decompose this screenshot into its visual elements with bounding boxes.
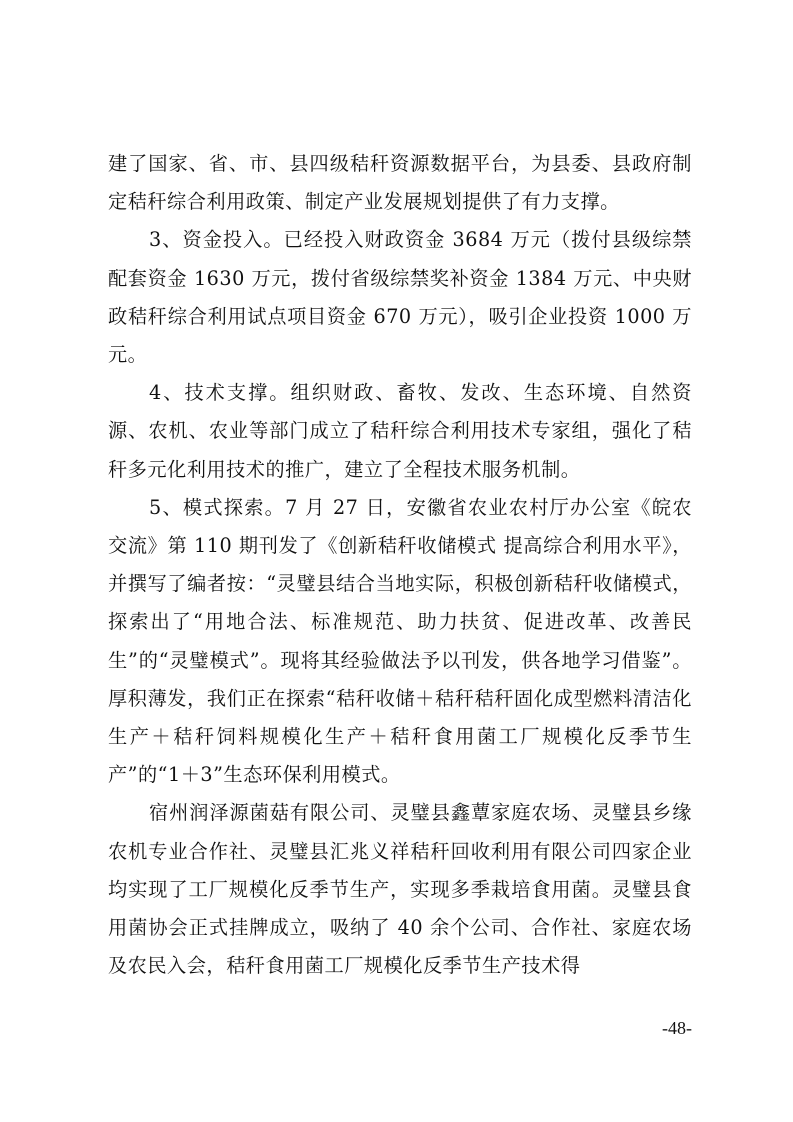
paragraph-continuation: 建了国家、省、市、县四级秸秆资源数据平台，为县委、县政府制定秸秆综合利用政策、制定产业发展规划提供了有力支撑。: [108, 152, 692, 214]
paragraph-enterprises: 宿州润泽源菌菇有限公司、灵璧县鑫蕈家庭农场、灵璧县乡缘农机专业合作社、灵璧县汇兆义祥秸秆回收利用有限公司四家企业均实现了工厂规模化反季节生产，实现多季栽培食用菌。灵璧县食用菌协会正式挂牌成立，吸纳了 40 余个公司、合作社、家庭农场及农民入会，秸秆食用菌工厂规模化反季节生产技术得: [108, 801, 692, 978]
body-text: [108, 145, 692, 985]
paragraph-model-exploration: 5、模式探索。7 月 27 日，安徽省农业农村厅办公室《皖农交流》第 110 期刊发了《创新秸秆收储模式 提高综合利用水平》，并撰写了编者按：“灵璧县结合当地实际，积极创新秸秆收储模式，探索出了“用地合法、标准规范、助力扶贫、促进改革、改善民生”的“灵璧模式”。现将其经验做法予以刊发，供各地学习借鉴”。厚积薄发，我们正在探索“秸秆收储＋秸秆秸秆固化成型燃料清洁化生产＋秸秆饲料规模化生产＋秸秆食用菌工厂规模化反季节生产”的“1＋3”生态环保利用模式。: [108, 495, 692, 787]
page-number: -48-: [662, 1018, 692, 1038]
paragraph-funding: 3、资金投入。已经投入财政资金 3684 万元（拨付县级综禁配套资金 1630 万元，拨付省级综禁奖补资金 1384 万元、中央财政秸秆综合利用试点项目资金 670 万元），吸引企业投资 1000 万元。: [108, 228, 692, 367]
paragraph-technical-support: 4、技术支撑。组织财政、畜牧、发改、生态环境、自然资源、农机、农业等部门成立了秸秆综合利用技术专家组，强化了秸秆多元化利用技术的推广，建立了全程技术服务机制。: [108, 381, 692, 481]
